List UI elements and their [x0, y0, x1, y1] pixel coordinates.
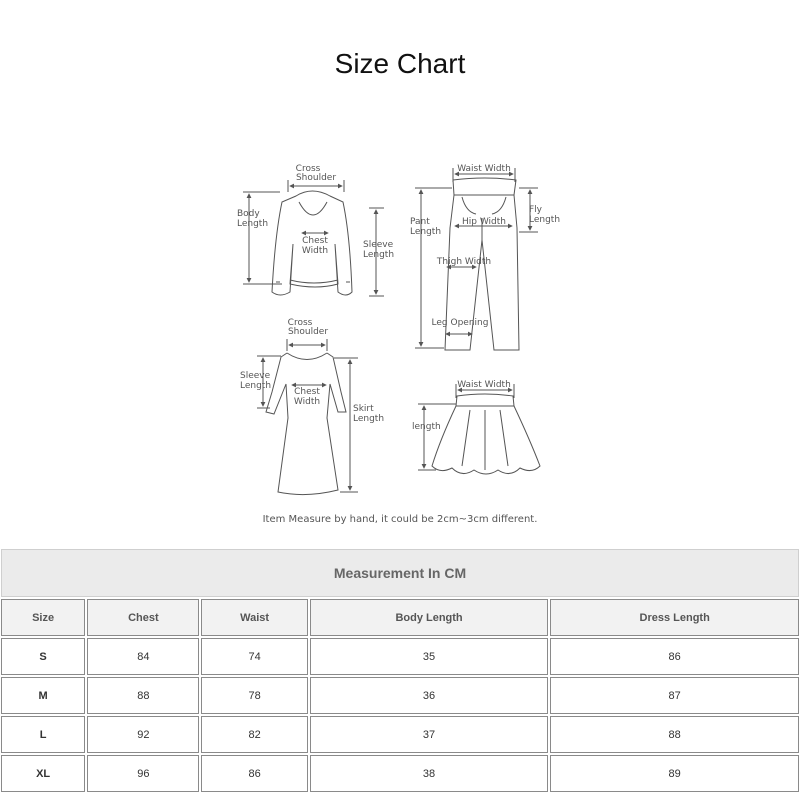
cell-body-length: 37	[310, 716, 549, 753]
cell-chest: 92	[87, 716, 199, 753]
sweater-chest-width-label-1: Chest	[302, 236, 328, 246]
pants-leg-opening-label: Leg Opening	[431, 318, 489, 328]
pants-hip-width-label: Hip Width	[462, 217, 506, 227]
size-table-container	[0, 547, 800, 794]
sweater-sleeve-length-label-2: Length	[363, 250, 395, 260]
sweater-body-length-label-2: Length	[237, 219, 269, 229]
table-row	[1, 638, 799, 675]
skirt-length-label: length	[412, 422, 441, 432]
header-body-length: Body Length	[310, 599, 549, 636]
cell-waist: 74	[201, 638, 307, 675]
table-row	[1, 677, 799, 714]
cell-chest: 96	[87, 755, 199, 792]
cell-chest: 88	[87, 677, 199, 714]
pants-fly-length-label-2: Length	[529, 215, 561, 225]
sweater-body-length-label-1: Body	[237, 209, 260, 219]
cell-size: S	[1, 638, 85, 675]
cell-dress-length: 86	[550, 638, 799, 675]
dress-skirt-length-label-2: Length	[353, 414, 385, 424]
sweater-cross-shoulder-label-2: Shoulder	[295, 173, 337, 183]
skirt-waist-width-label: Waist Width	[457, 380, 511, 390]
size-table	[0, 547, 800, 794]
pants-fly-length-label-1: Fly	[529, 205, 543, 215]
sweater-sleeve-length-label-1: Sleeve	[363, 240, 394, 250]
table-row	[1, 716, 799, 753]
page-title: Size Chart	[334, 48, 466, 79]
pants-thigh-width-label: Thigh Width	[436, 257, 492, 267]
header-chest: Chest	[87, 599, 199, 636]
skirt-illustration	[432, 394, 540, 474]
cell-body-length: 38	[310, 755, 549, 792]
table-row	[1, 755, 799, 792]
cell-size: M	[1, 677, 85, 714]
cell-body-length: 35	[310, 638, 549, 675]
dress-skirt-length-label-1: Skirt	[353, 404, 374, 414]
pants-pant-length-label-1: Pant	[410, 217, 430, 227]
cell-waist: 86	[201, 755, 307, 792]
cell-size: L	[1, 716, 85, 753]
measurement-diagram	[0, 150, 800, 500]
dress-cross-shoulder-label-2: Shoulder	[287, 327, 329, 337]
cell-waist: 82	[201, 716, 307, 753]
dress-cross-shoulder-label-1: Cross	[287, 318, 313, 328]
cell-body-length: 36	[310, 677, 549, 714]
header-dress-length: Dress Length	[550, 599, 799, 636]
header-waist: Waist	[201, 599, 307, 636]
header-size: Size	[1, 599, 85, 636]
cell-size: XL	[1, 755, 85, 792]
table-caption: Measurement In CM	[1, 549, 799, 597]
measurement-note: Item Measure by hand, it could be 2cm~3cm different.	[262, 514, 538, 525]
table-header-row	[1, 599, 799, 636]
dress-chest-width-label-2: Width	[293, 397, 321, 407]
sweater-chest-width-label-2: Width	[301, 246, 329, 256]
pants-pant-length-label-2: Length	[410, 227, 442, 237]
pants-waist-width-label: Waist Width	[457, 164, 511, 174]
dress-sleeve-length-label-1: Sleeve	[240, 371, 271, 381]
cell-chest: 84	[87, 638, 199, 675]
cell-waist: 78	[201, 677, 307, 714]
dress-illustration	[266, 353, 346, 495]
dress-chest-width-label-1: Chest	[294, 387, 320, 397]
cell-dress-length: 87	[550, 677, 799, 714]
dress-sleeve-length-label-2: Length	[240, 381, 272, 391]
sweater-cross-shoulder-label-1: Cross	[295, 164, 321, 174]
cell-dress-length: 89	[550, 755, 799, 792]
cell-dress-length: 88	[550, 716, 799, 753]
